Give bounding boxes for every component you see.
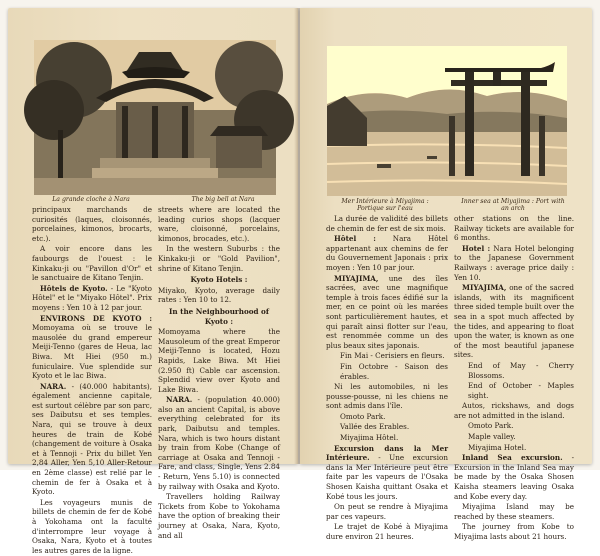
left-page xyxy=(8,8,298,555)
column-english-2 xyxy=(454,214,574,543)
section-text: Momoyama where the Mausoleum of the great Emperor Meiji-Tenno is located, Hozu Rapids, Lake Biwa. Mt Hiei (2.950 ft) Cable car ascension. Splendid view over Kyoto and Lake Biwa. xyxy=(158,327,280,394)
left-photo-caption-en: The big bell at Nara xyxy=(191,196,255,203)
list-item: Omoto Park. xyxy=(340,411,386,421)
paragraph: Ni les automobiles, ni les pousse-pousse, ni les chiens ne sont admis dans l'île. xyxy=(326,382,448,411)
section-text: one of the sacred islands, with its magnificent three sided temple built over the sea in a spot much affected by the tides, and appearing to float upon the water, is known as one of the most beautiful japanese sites. xyxy=(454,283,575,360)
section-text: Nara Hotel belonging to the Japanese Government Railways : average price daily : Yen 10. xyxy=(454,243,574,282)
section-text: - Le "Kyoto Hôtel" et le "Miyako Hôtel". Prix moyens : Yen 10 à 12 par jour. xyxy=(32,283,152,312)
paragraph: Travellers holding Railway Tickets from Kobe to Yokohama have the option of breaking their journey at Osaka, Nara, Kyoto, and all xyxy=(158,492,280,540)
paragraph: La durée de validité des billets de chemin de fer est de six mois. xyxy=(326,214,448,233)
section-text: - (population 40.000) also an ancient Capital, is above everything celebrated for its park, Daibutsu and temples. Nara, which is two hours distant by train from Kobe (Change of carriage at Osaka and Tennoji - Fare, and class, Single, Yens 2.84 - Return, Yens 5.10) is connected by railway with Osaka and Kyoto. xyxy=(158,395,280,491)
section-title: NARA. xyxy=(40,381,67,391)
list-item: Miyajima Hôtel. xyxy=(340,433,399,443)
section-title: Hotel : xyxy=(462,243,491,253)
list-item: Miyajima Hotel. xyxy=(468,442,527,452)
list-item: Omoto Park. xyxy=(468,421,514,431)
paragraph: principaux marchands de curiosités (laques, cloisonnés, porcelaines, kimonos, brocarts, etc.). xyxy=(32,205,152,243)
paragraph: Les voyageurs munis de billets de chemin de fer de Kobé à Yokohama ont la faculté d'interrompre leur voyage à Osaka, Nara, Kyoto et à toutes les autres gares de la ligne. xyxy=(32,497,152,555)
list-item: End of May - Cherry Blossoms. xyxy=(468,360,574,380)
paragraph: On peut se rendre à Miyajima par ces vapeurs. xyxy=(326,502,448,521)
list-item: Fin Mai - Cerisiers en fleurs. xyxy=(340,351,445,361)
column-french-2 xyxy=(326,214,448,543)
section-title: MIYAJIMA, xyxy=(462,283,507,293)
column-english-1 xyxy=(158,205,280,541)
paragraph: In the western Suburbs : the Kinkaku-ji or "Gold Pavilion", shrine of Kitano Tenjin. xyxy=(158,244,280,273)
section-text: - Une excursion dans la Mer Intérieure peut être faite par les vapeurs de l'Osaka Shosen Kaisha quittant Osaka et Kobé tous les jours. xyxy=(326,453,448,501)
right-page xyxy=(300,8,592,541)
paragraph: A voir encore dans les faubourgs de l'ouest : le Kinkaku-ji ou "Pavillon d'Or" et le sanctuaire de Kitano Tenjin. xyxy=(32,244,152,283)
paragraph: Miyajima Island may be reached by these steamers. xyxy=(454,502,574,521)
column-french-1 xyxy=(32,205,152,556)
section-title: Hôtel : xyxy=(334,234,376,244)
paragraph: other stations on the line. Railway tickets are available for 6 months. xyxy=(454,214,574,243)
section-text: - Excursion in the Inland Sea may be made by the Osaka Shosen Kaisha steamers leaving Osaka and Kobe every day. xyxy=(454,453,574,501)
section-title: Hôtels de Kyoto. xyxy=(40,283,108,293)
section-title: NARA. xyxy=(166,395,193,405)
section-text: une des îles sacrées, avec une magnifique temple à trois faces édifié sur la mer, en ce point où les marées sont particulièrement hautes, et qui paraît ainsi flotter sur l'eau, est renommée comme un des plus beaux sites japonais. xyxy=(326,273,448,350)
paragraph: The journey from Kobe to Miyajima lasts about 21 hours. xyxy=(454,522,574,541)
section-title: MIYAJIMA, xyxy=(334,273,379,283)
section-heading: Kyoto Hotels : xyxy=(190,275,248,285)
section-heading: In the Neighbourhood of Kyoto : xyxy=(169,306,269,326)
left-photo-caption-fr: La grande cloche à Nara xyxy=(52,196,130,203)
section-text: Nara Hôtel appartenant aux chemins de fer du Gouvernement Japonais : prix moyen : Yen 10 par jour. xyxy=(326,234,448,272)
list-item: Maple valley. xyxy=(468,432,516,442)
paragraph: Autos, rickshaws, and dogs are not admitted in the island. xyxy=(454,401,574,420)
section-text: - (40.000 habitants), également ancienne capitale, est surtout célèbre par son parc, ses Daibutsu et ses temples. Nara, qui se trouve à deux heures de train de Kobé (changement de voiture à Osaka et à Tennoji - Prix du billet Yen 2,84 Aller, Yen 5,10 Aller-Retour en 2ème classe) est relié par le chemin de fer à Osaka et à Kyoto. xyxy=(32,381,152,497)
right-photo-caption-en: Inner sea at Miyajima : Port with an arch xyxy=(461,198,565,212)
right-photo-caption-fr: Mer Intérieure à Miyajima : Portique sur l'eau xyxy=(341,198,429,212)
paragraph: Le trajet de Kobé à Miyajima dure environ 21 heures. xyxy=(326,522,448,541)
miyajima-torii-photo xyxy=(327,46,567,196)
list-item: End of October - Maples sight. xyxy=(468,381,574,400)
section-text: Momoyama où se trouve le mausolée du grand empereur Meiji-Tenno (gares de Heua, lac Biwa. Mt Hiei (950 m.) funiculaire. Vue splendide sur Kyoto et le lac Biwa. xyxy=(32,323,152,381)
paragraph: streets where are located the leading curios shops (lacquer ware, cloisonné, porcelains, kimonos, brocades, etc.). xyxy=(158,205,280,243)
section-title: Inland Sea excursion. xyxy=(462,453,563,463)
section-text: Miyako, Kyoto, average daily rates : Yen 10 to 12. xyxy=(158,285,280,305)
section-title: ENVIRONS DE KYOTO : xyxy=(40,313,152,323)
list-item: Vallée des Erables. xyxy=(340,422,410,432)
list-item: Fin Octobre - Saison des érables. xyxy=(340,361,448,381)
section-title: Excursion dans la Mer Intérieure. xyxy=(326,443,448,463)
nara-bell-pavilion-photo xyxy=(34,40,276,195)
